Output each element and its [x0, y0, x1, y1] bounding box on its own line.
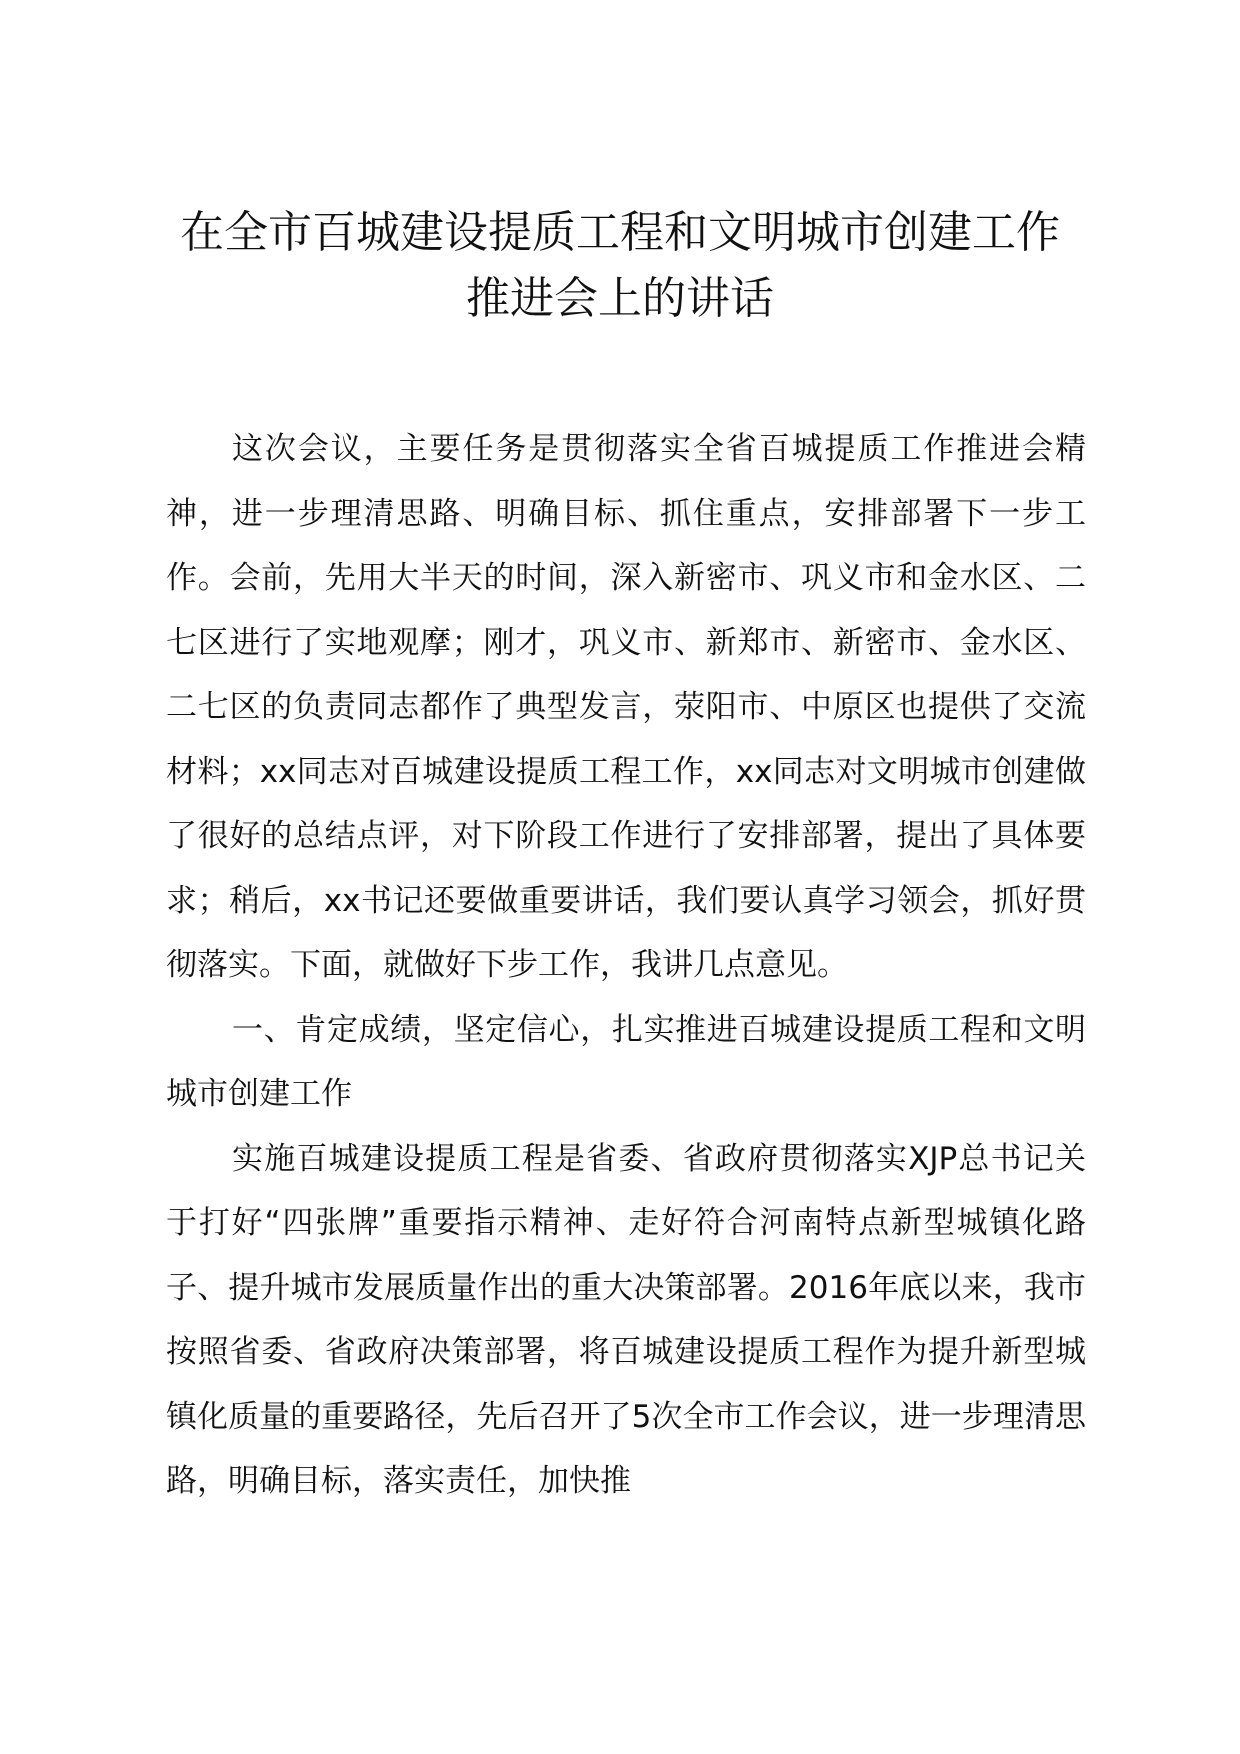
- section-heading-1: 一、肯定成绩，坚定信心，扎实推进百城建设提质工程和文明城市创建工作: [166, 1011, 1086, 1112]
- paragraph-section-1: 实施百城建设提质工程是省委、省政府贯彻落实XJP总书记关于打好“四张牌”重要指示精神、走好符合河南特点新型城镇化路子、提升城市发展质量作出的重大决策部署。2016年底以来，我市按照省委、省政府决策部署，将百城建设提质工程作为提升新型城镇化质量的重要路径，先后召开了5次全市工作会议，进一步理清思路，明确目标，落实责任，加快推: [166, 1140, 1086, 1499]
- paragraph-intro: 这次会议，主要任务是贯彻落实全省百城提质工作推进会精神，进一步理清思路、明确目标、抓住重点，安排部署下一步工作。会前，先用大半天的时间，深入新密市、巩义市和金水区、二七区进行了实地观摩；刚才，巩义市、新郑市、新密市、金水区、二七区的负责同志都作了典型发言，荥阳市、中原区也提供了交流材料；xx同志对百城建设提质工程工作，xx同志对文明城市创建做了很好的总结点评，对下阶段工作进行了安排部署，提出了具体要求；稍后，xx书记还要做重要讲话，我们要认真学习领会，抓好贯彻落实。下面，就做好下步工作，我讲几点意见。: [166, 431, 1086, 983]
- document-body: [166, 417, 1086, 1514]
- document-title: 在全市百城建设提质工程和文明城市创建工作推进会上的讲话: [180, 207, 1060, 324]
